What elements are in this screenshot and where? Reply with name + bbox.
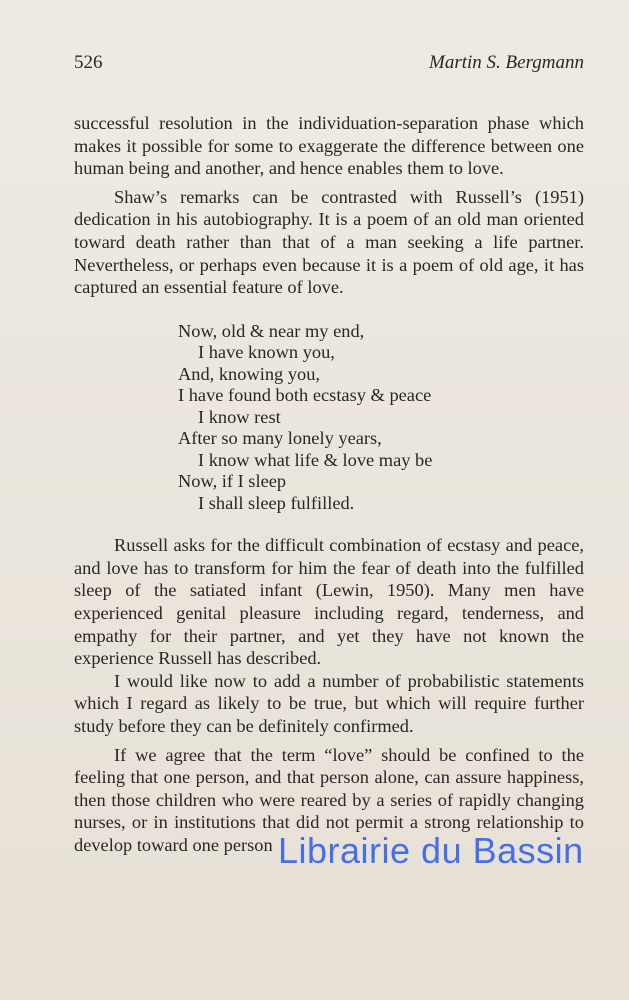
body-text <box>74 112 584 857</box>
poem-line: And, knowing you, <box>178 363 321 384</box>
poem <box>178 321 584 515</box>
poem-line: Now, old & near my end, <box>178 320 365 341</box>
poem-line: I shall sleep fulfilled. <box>198 492 355 513</box>
paragraph-1: successful resolution in the individuation-separation phase which makes it possible for some to exaggerate the difference between one human being and another, and hence enables them to love. <box>74 113 584 179</box>
poem-line: I have known you, <box>198 342 335 363</box>
watermark-text: Librairie du Bassin <box>278 830 584 871</box>
poem-line: After so many lonely years, <box>178 428 382 449</box>
paragraph-2: Shaw’s remarks can be contrasted with Russell’s (1951) dedication in his autobiography. It is a poem of an old man oriented toward death rather than that of a man seeking a life partner. Nevertheless, or perhaps even because it is a poem of old age, it has captured an essential feature of love. <box>74 186 584 298</box>
page-header <box>74 52 584 78</box>
paragraph-5: If we agree that the term “love” should be confined to the feeling that one person, and that person alone, can assure happiness, then those children who were reared by a series of rapidly changing nurses, or in institutions that did not permit a strong relationship to develop toward one person <box>74 744 584 855</box>
paragraph-4: I would like now to add a number of probabilistic statements which I regard as likely to be true, but which will require further study before they can be definitely confirmed. <box>74 670 584 736</box>
paragraph-3: Russell asks for the difficult combination of ecstasy and peace, and love has to transform for him the fear of death into the fulfilled sleep of the satiated infant (Lewin, 1950). Many men have experienced genital pleasure including regard, tenderness, and empathy for their partner, and yet they have not known the experience Russell has described. <box>74 535 584 669</box>
page-number: 526 <box>74 52 103 73</box>
poem-line: Now, if I sleep <box>178 471 287 492</box>
poem-line: I have found both ecstasy & peace <box>178 385 432 406</box>
running-head: Martin S. Bergmann <box>429 52 584 73</box>
poem-line: I know rest <box>198 406 281 427</box>
poem-line: I know what life & love may be <box>198 449 433 470</box>
